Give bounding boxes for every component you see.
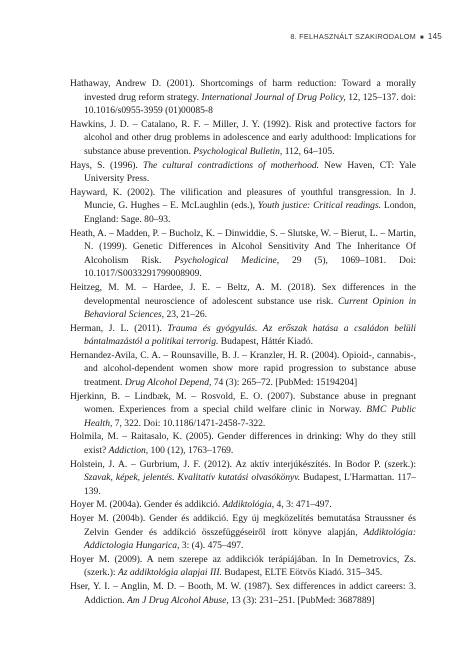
reference-entry: Hays, S. (1996). The cultural contradictions of motherhood. New Haven, CT: Yale University Press.: [70, 159, 416, 185]
page-number: 145: [427, 32, 442, 41]
reference-entry: Hathaway, Andrew D. (2001). Shortcomings of harm reduction: Toward a morally invested drug reform strategy. International Journal of Drug Policy, 12, 125–137. doi: 10.1016/s0955-3959 (01)00085-8: [70, 78, 416, 117]
section-title: 8. FELHASZNÁLT SZAKIRODALOM: [290, 32, 417, 41]
reference-entry: Hayward, K. (2002). The vilification and pleasures of youthful transgression. In J. Muncie, G. Hughes – E. McLaughlin (eds.), Youth justice: Critical readings. London, England: Sage. 80–93.: [70, 186, 416, 225]
reference-entry: Holmila, M. – Raitasalo, K. (2005). Gender differences in drinking: Why do they still exist? Addiction, 100 (12), 1763–1769.: [70, 431, 416, 457]
reference-entry: Hoyer M. (2004b). Gender és addikció. Egy új megközelítés bemutatása Straussner és Zelvin Gender és addikció összefüggéseiről írott könyve alapján, Addiktológia: Addictologia Hungarica, 3: (4). 475–497.: [70, 513, 416, 552]
reference-entry: Hawkins, J. D. – Catalano, R. F. – Miller, J. Y. (1992). Risk and protective factors for alcohol and other drug problems in adolescence and early adulthood: Implications for substance abuse prevention. Psychological Bulletin, 112, 64–105.: [70, 118, 416, 157]
reference-entry: Holstein, J. A. – Gurbrium, J. F. (2012). Az aktív interjúkészítés. In Bodor P. (szerk.): Szavak, képek, jelentés. Kvalitatív kutatási olvasókönyv. Budapest, L'Harmattan. 117–139.: [70, 458, 417, 497]
reference-entry: Heath, A. – Madden, P. – Bucholz, K. – Dinwiddie, S. – Slutske, W. – Bierut, L. – Martin, N. (1999). Genetic Differences in Alcohol Sensitivity And The Inheritance Of Alcoholism Risk. Psychological Medicine, 29 (5), 1069–1081. Doi: 10.1017/S0033291799008909.: [70, 227, 416, 280]
reference-entry: Hoyer M. (2004a). Gender és addikció. Addiktológia, 4, 3: 471–497.: [70, 499, 332, 511]
square-separator-icon: ■: [420, 34, 424, 41]
reference-entry: Hser, Y. I. – Anglin, M. D. – Booth, M. W. (1987). Sex differences in addict careers: 3. Addiction. Am J Drug Alcohol Abuse, 13 (3): 231–251. [PubMed: 3687889]: [70, 580, 416, 606]
running-head: [290, 32, 442, 41]
reference-list: [70, 77, 416, 607]
reference-entry: Hjerkinn, B. – Lindbæk, M. – Rosvold, E. O. (2007). Substance abuse in pregnant women. Experiences from a special child welfare clinic in Norway. BMC Public Health, 7, 322. Doi: 10.1186/1471-2458-7-322.: [70, 390, 416, 429]
reference-entry: Hoyer M. (2009). A nem szerepe az addikciók terápiájában. In In Demetrovics, Zs. (szerk.): Az addiktológia alapjai III. Budapest, ELTE Eötvös Kiadó. 315–345.: [70, 553, 416, 579]
reference-entry: Herman, J. L. (2011). Trauma és gyógyulás. Az erőszak hatása a családon belüli bántalmazástól a politikai terrorig. Budapest, Háttér Kiadó.: [70, 322, 416, 348]
reference-entry: Hernandez-Avila, C. A. – Rounsaville, B. J. – Kranzler, H. R. (2004). Opioid-, cannabis-, and alcohol-dependent women show more rapid progression to substance abuse treatment. Drug Alcohol Depend, 74 (3): 265–72. [PubMed: 15194204]: [70, 349, 416, 389]
reference-entry: Heitzeg, M. M. – Hardee, J. E. – Beltz, A. M. (2018). Sex differences in the developmental neuroscience of adolescent substance use risk. Current Opinion in Behavioral Sciences, 23, 21–26.: [70, 281, 416, 321]
